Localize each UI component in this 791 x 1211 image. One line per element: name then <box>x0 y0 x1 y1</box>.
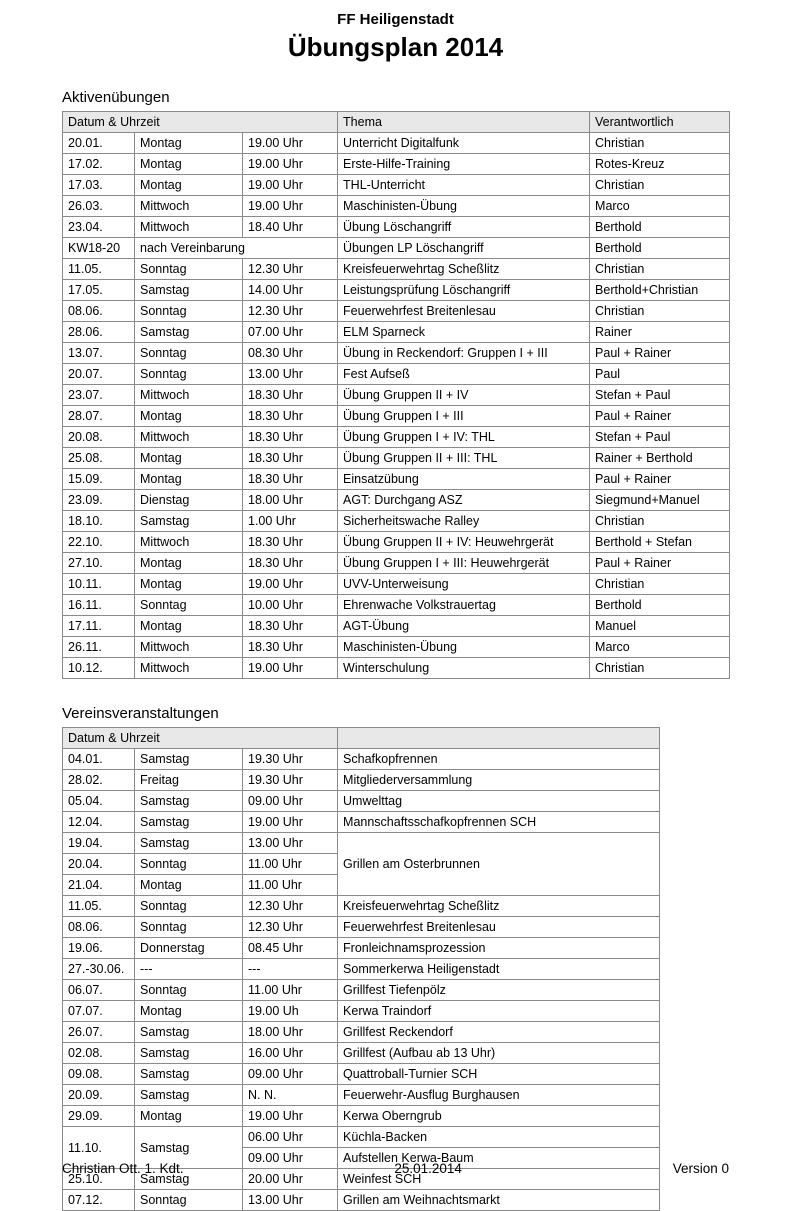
table-row <box>63 532 730 553</box>
cell-weekday: Sonntag <box>135 595 243 616</box>
cell-date: 23.07. <box>63 385 135 406</box>
column-header-datum: Datum & Uhrzeit <box>63 728 338 749</box>
column-header-verantwortlich: Verantwortlich <box>590 112 730 133</box>
cell-date: 13.07. <box>63 343 135 364</box>
cell-topic: Übung in Reckendorf: Gruppen I + III <box>338 343 590 364</box>
cell-time: 10.00 Uhr <box>243 595 338 616</box>
cell-topic: Übungen LP Löschangriff <box>338 238 590 259</box>
table-row <box>63 616 730 637</box>
cell-time: 16.00 Uhr <box>243 1043 338 1064</box>
cell-date: 19.04. <box>63 833 135 854</box>
cell-weekday: Sonntag <box>135 364 243 385</box>
cell-weekday: Mittwoch <box>135 217 243 238</box>
cell-weekday: Montag <box>135 574 243 595</box>
cell-time: 18.00 Uhr <box>243 490 338 511</box>
cell-time: 20.00 Uhr <box>243 1169 338 1190</box>
cell-weekday: Sonntag <box>135 259 243 280</box>
table-row <box>63 427 730 448</box>
cell-time: 07.00 Uhr <box>243 322 338 343</box>
cell-date: KW18-20 <box>63 238 135 259</box>
table-body-vereinsveranstaltungen <box>63 749 660 1211</box>
cell-weekday: Montag <box>135 469 243 490</box>
table-row <box>63 217 730 238</box>
cell-weekday: Dienstag <box>135 490 243 511</box>
cell-date: 25.10. <box>63 1169 135 1190</box>
table-row <box>63 406 730 427</box>
cell-weekday: Samstag <box>135 280 243 301</box>
cell-date: 11.05. <box>63 896 135 917</box>
table-row <box>63 133 730 154</box>
cell-time: 19.00 Uh <box>243 1001 338 1022</box>
cell-date: 17.02. <box>63 154 135 175</box>
section-aktivenuebungen <box>62 89 729 679</box>
cell-responsible: Christian <box>590 511 730 532</box>
cell-topic: Übung Gruppen I + IV: THL <box>338 427 590 448</box>
cell-responsible: Christian <box>590 259 730 280</box>
cell-date: 15.09. <box>63 469 135 490</box>
cell-date: 23.09. <box>63 490 135 511</box>
cell-date: 28.07. <box>63 406 135 427</box>
cell-weekday: Mittwoch <box>135 196 243 217</box>
cell-responsible: Christian <box>590 133 730 154</box>
cell-topic: THL-Unterricht <box>338 175 590 196</box>
table-row <box>63 301 730 322</box>
cell-topic: Unterricht Digitalfunk <box>338 133 590 154</box>
section-vereinsveranstaltungen <box>62 705 729 1211</box>
cell-date: 08.06. <box>63 917 135 938</box>
cell-time: 13.00 Uhr <box>243 364 338 385</box>
cell-date: 27.-30.06. <box>63 959 135 980</box>
cell-weekday: Mittwoch <box>135 532 243 553</box>
cell-time: 11.00 Uhr <box>243 980 338 1001</box>
table-row <box>63 812 660 833</box>
cell-date: 25.08. <box>63 448 135 469</box>
cell-weekday: Sonntag <box>135 896 243 917</box>
cell-date: 26.03. <box>63 196 135 217</box>
cell-time: 19.00 Uhr <box>243 133 338 154</box>
table-row <box>63 791 660 812</box>
cell-time: 19.00 Uhr <box>243 1106 338 1127</box>
cell-time: 11.00 Uhr <box>243 875 338 896</box>
cell-topic: Fest Aufseß <box>338 364 590 385</box>
cell-date: 23.04. <box>63 217 135 238</box>
cell-date: 28.02. <box>63 770 135 791</box>
cell-date: 02.08. <box>63 1043 135 1064</box>
cell-date: 22.10. <box>63 532 135 553</box>
cell-topic: Mannschaftsschafkopfrennen SCH <box>338 812 660 833</box>
cell-weekday: Samstag <box>135 1127 243 1169</box>
cell-time: 18.30 Uhr <box>243 469 338 490</box>
table-header-row <box>63 112 730 133</box>
cell-weekday: Montag <box>135 1106 243 1127</box>
cell-weekday: Mittwoch <box>135 637 243 658</box>
cell-date: 09.08. <box>63 1064 135 1085</box>
table-row <box>63 448 730 469</box>
cell-topic: Erste-Hilfe-Training <box>338 154 590 175</box>
cell-time: 18.30 Uhr <box>243 385 338 406</box>
cell-topic: Übung Löschangriff <box>338 217 590 238</box>
table-row <box>63 595 730 616</box>
cell-responsible: Berthold <box>590 217 730 238</box>
organization-name: FF Heiligenstadt <box>337 11 454 28</box>
cell-topic: Feuerwehr-Ausflug Burghausen <box>338 1085 660 1106</box>
cell-responsible: Paul <box>590 364 730 385</box>
cell-time: 18.30 Uhr <box>243 406 338 427</box>
cell-responsible: Christian <box>590 658 730 679</box>
cell-topic: Übung Gruppen II + III: THL <box>338 448 590 469</box>
table-row <box>63 1106 660 1127</box>
cell-date: 20.01. <box>63 133 135 154</box>
table-row <box>63 553 730 574</box>
section-title-aktivenuebungen: Aktivenübungen <box>62 89 170 106</box>
table-row <box>63 749 660 770</box>
cell-time: 18.40 Uhr <box>243 217 338 238</box>
cell-weekday: Samstag <box>135 791 243 812</box>
cell-topic: Sicherheitswache Ralley <box>338 511 590 532</box>
cell-responsible: Berthold+Christian <box>590 280 730 301</box>
cell-weekday: Sonntag <box>135 854 243 875</box>
cell-topic: Sommerkerwa Heiligenstadt <box>338 959 660 980</box>
cell-time: 14.00 Uhr <box>243 280 338 301</box>
cell-responsible: Berthold <box>590 595 730 616</box>
document-footer <box>62 1161 729 1176</box>
table-row <box>63 259 730 280</box>
cell-weekday: Montag <box>135 154 243 175</box>
table-row <box>63 343 730 364</box>
table-row <box>63 833 660 854</box>
table-row <box>63 175 730 196</box>
cell-date: 20.07. <box>63 364 135 385</box>
cell-time: 13.00 Uhr <box>243 1190 338 1211</box>
cell-weekday: --- <box>135 959 243 980</box>
cell-weekday: Samstag <box>135 812 243 833</box>
table-vereinsveranstaltungen <box>62 727 660 1211</box>
cell-time: 12.30 Uhr <box>243 896 338 917</box>
cell-weekday: Samstag <box>135 1169 243 1190</box>
cell-topic: Küchla-Backen <box>338 1127 660 1148</box>
table-row <box>63 1190 660 1211</box>
cell-time: 18.30 Uhr <box>243 553 338 574</box>
cell-date: 17.05. <box>63 280 135 301</box>
cell-date: 11.05. <box>63 259 135 280</box>
cell-weekday: Montag <box>135 616 243 637</box>
footer-date: 25.01.2014 <box>394 1161 462 1176</box>
cell-date: 29.09. <box>63 1106 135 1127</box>
cell-weekday: Montag <box>135 875 243 896</box>
cell-topic: Ehrenwache Volkstrauertag <box>338 595 590 616</box>
cell-time: 09.00 Uhr <box>243 1064 338 1085</box>
cell-weekday: Mittwoch <box>135 385 243 406</box>
cell-responsible: Rainer <box>590 322 730 343</box>
table-row <box>63 511 730 532</box>
table-row <box>63 574 730 595</box>
cell-date: 18.10. <box>63 511 135 532</box>
cell-topic: Kreisfeuerwehrtag Scheßlitz <box>338 896 660 917</box>
cell-weekday: Sonntag <box>135 301 243 322</box>
cell-time: 19.00 Uhr <box>243 574 338 595</box>
document-header <box>0 0 791 63</box>
table-header-row <box>63 728 660 749</box>
cell-weekday: Freitag <box>135 770 243 791</box>
cell-topic: Fronleichnamsprozession <box>338 938 660 959</box>
cell-date: 20.08. <box>63 427 135 448</box>
table-row <box>63 322 730 343</box>
cell-topic: Übung Gruppen I + III: Heuwehrgerät <box>338 553 590 574</box>
cell-weekday: Montag <box>135 133 243 154</box>
cell-topic: Feuerwehrfest Breitenlesau <box>338 917 660 938</box>
cell-topic: Einsatzübung <box>338 469 590 490</box>
cell-weekday: Sonntag <box>135 917 243 938</box>
cell-topic: AGT-Übung <box>338 616 590 637</box>
cell-topic: Kerwa Oberngrub <box>338 1106 660 1127</box>
table-row <box>63 1127 660 1148</box>
cell-date: 07.07. <box>63 1001 135 1022</box>
cell-date: 16.11. <box>63 595 135 616</box>
cell-topic: Übung Gruppen II + IV <box>338 385 590 406</box>
cell-date: 26.07. <box>63 1022 135 1043</box>
cell-responsible: Rotes-Kreuz <box>590 154 730 175</box>
cell-time: 12.30 Uhr <box>243 917 338 938</box>
cell-time: 12.30 Uhr <box>243 301 338 322</box>
column-header-thema: Thema <box>338 112 590 133</box>
cell-date: 17.03. <box>63 175 135 196</box>
cell-time: 09.00 Uhr <box>243 1148 338 1169</box>
table-row <box>63 1001 660 1022</box>
cell-responsible: Marco <box>590 196 730 217</box>
section-title-vereinsveranstaltungen: Vereinsveranstaltungen <box>62 705 219 722</box>
table-row <box>63 196 730 217</box>
column-header-thema <box>338 728 660 749</box>
table-row <box>63 938 660 959</box>
cell-responsible: Berthold <box>590 238 730 259</box>
cell-topic: Quattroball-Turnier SCH <box>338 1064 660 1085</box>
cell-time: 1.00 Uhr <box>243 511 338 532</box>
cell-weekday: Samstag <box>135 1043 243 1064</box>
cell-weekday: Samstag <box>135 511 243 532</box>
cell-date: 17.11. <box>63 616 135 637</box>
cell-weekday: Samstag <box>135 833 243 854</box>
table-row <box>63 469 730 490</box>
cell-time: 18.30 Uhr <box>243 448 338 469</box>
cell-responsible: Christian <box>590 301 730 322</box>
cell-time: 09.00 Uhr <box>243 791 338 812</box>
cell-topic: AGT: Durchgang ASZ <box>338 490 590 511</box>
footer-version: Version 0 <box>672 1161 729 1176</box>
cell-responsible: Rainer + Berthold <box>590 448 730 469</box>
table-row <box>63 959 660 980</box>
cell-responsible: Berthold + Stefan <box>590 532 730 553</box>
cell-date: 27.10. <box>63 553 135 574</box>
cell-topic: Grillen am Weihnachtsmarkt <box>338 1190 660 1211</box>
cell-topic: Leistungsprüfung Löschangriff <box>338 280 590 301</box>
cell-weekday: Donnerstag <box>135 938 243 959</box>
table-row <box>63 770 660 791</box>
cell-time: 08.45 Uhr <box>243 938 338 959</box>
cell-time: 19.00 Uhr <box>243 196 338 217</box>
footer-author: Christian Ott. 1. Kdt. <box>62 1161 184 1176</box>
cell-topic: Umwelttag <box>338 791 660 812</box>
table-row <box>63 1022 660 1043</box>
cell-responsible: Christian <box>590 574 730 595</box>
cell-time: 13.00 Uhr <box>243 833 338 854</box>
cell-weekday: Montag <box>135 448 243 469</box>
cell-date: 26.11. <box>63 637 135 658</box>
cell-time: 06.00 Uhr <box>243 1127 338 1148</box>
cell-topic: ELM Sparneck <box>338 322 590 343</box>
table-aktivenuebungen <box>62 111 730 679</box>
cell-topic: Maschinisten-Übung <box>338 196 590 217</box>
table-row <box>63 280 730 301</box>
cell-responsible: Paul + Rainer <box>590 343 730 364</box>
cell-weekday: Mittwoch <box>135 427 243 448</box>
cell-weekday: Samstag <box>135 1085 243 1106</box>
cell-date: 20.04. <box>63 854 135 875</box>
cell-weekday: Samstag <box>135 749 243 770</box>
cell-topic: Feuerwehrfest Breitenlesau <box>338 301 590 322</box>
cell-topic: Weinfest SCH <box>338 1169 660 1190</box>
table-row <box>63 238 730 259</box>
cell-time: 19.00 Uhr <box>243 812 338 833</box>
cell-topic: Mitgliederversammlung <box>338 770 660 791</box>
cell-time: 19.30 Uhr <box>243 770 338 791</box>
cell-time: 18.30 Uhr <box>243 532 338 553</box>
cell-time: N. N. <box>243 1085 338 1106</box>
cell-weekday: Sonntag <box>135 343 243 364</box>
cell-topic: Schafkopfrennen <box>338 749 660 770</box>
cell-weekday: Samstag <box>135 322 243 343</box>
table-row <box>63 490 730 511</box>
cell-topic: Kerwa Traindorf <box>338 1001 660 1022</box>
table-row <box>63 364 730 385</box>
table-row <box>63 917 660 938</box>
cell-date: 21.04. <box>63 875 135 896</box>
cell-time: 11.00 Uhr <box>243 854 338 875</box>
cell-time: --- <box>243 959 338 980</box>
cell-date: 10.11. <box>63 574 135 595</box>
cell-weekday: Sonntag <box>135 980 243 1001</box>
cell-time: 19.30 Uhr <box>243 749 338 770</box>
cell-responsible: Paul + Rainer <box>590 406 730 427</box>
cell-date: 04.01. <box>63 749 135 770</box>
cell-responsible: Stefan + Paul <box>590 427 730 448</box>
cell-topic: Winterschulung <box>338 658 590 679</box>
cell-weekday: Samstag <box>135 1064 243 1085</box>
cell-responsible: Manuel <box>590 616 730 637</box>
cell-time: 18.00 Uhr <box>243 1022 338 1043</box>
cell-weekday: Sonntag <box>135 1190 243 1211</box>
cell-topic: Aufstellen Kerwa-Baum <box>338 1148 660 1169</box>
cell-weekday: Mittwoch <box>135 658 243 679</box>
cell-topic: Grillfest Reckendorf <box>338 1022 660 1043</box>
table-row <box>63 154 730 175</box>
cell-time: 08.30 Uhr <box>243 343 338 364</box>
page-title: Übungsplan 2014 <box>287 32 504 62</box>
cell-date: 08.06. <box>63 301 135 322</box>
cell-responsible: Marco <box>590 637 730 658</box>
cell-topic: UVV-Unterweisung <box>338 574 590 595</box>
cell-topic: Übung Gruppen I + III <box>338 406 590 427</box>
cell-weekday: nach Vereinbarung <box>135 238 338 259</box>
cell-time: 19.00 Uhr <box>243 154 338 175</box>
cell-topic: Grillen am Osterbrunnen <box>338 833 660 896</box>
cell-responsible: Paul + Rainer <box>590 553 730 574</box>
cell-responsible: Christian <box>590 175 730 196</box>
cell-date: 10.12. <box>63 658 135 679</box>
cell-time: 12.30 Uhr <box>243 259 338 280</box>
cell-topic: Kreisfeuerwehrtag Scheßlitz <box>338 259 590 280</box>
cell-time: 19.00 Uhr <box>243 175 338 196</box>
cell-topic: Grillfest Tiefenpölz <box>338 980 660 1001</box>
table-row <box>63 385 730 406</box>
table-row <box>63 980 660 1001</box>
cell-time: 19.00 Uhr <box>243 658 338 679</box>
table-row <box>63 1085 660 1106</box>
cell-date: 05.04. <box>63 791 135 812</box>
cell-time: 18.30 Uhr <box>243 637 338 658</box>
cell-weekday: Samstag <box>135 1022 243 1043</box>
table-row <box>63 1064 660 1085</box>
cell-date: 12.04. <box>63 812 135 833</box>
cell-date: 11.10. <box>63 1127 135 1169</box>
cell-responsible: Paul + Rainer <box>590 469 730 490</box>
table-row <box>63 1043 660 1064</box>
cell-date: 06.07. <box>63 980 135 1001</box>
table-row <box>63 896 660 917</box>
cell-responsible: Siegmund+Manuel <box>590 490 730 511</box>
cell-weekday: Montag <box>135 1001 243 1022</box>
cell-weekday: Montag <box>135 406 243 427</box>
cell-topic: Maschinisten-Übung <box>338 637 590 658</box>
cell-topic: Übung Gruppen II + IV: Heuwehrgerät <box>338 532 590 553</box>
cell-topic: Grillfest (Aufbau ab 13 Uhr) <box>338 1043 660 1064</box>
cell-responsible: Stefan + Paul <box>590 385 730 406</box>
cell-date: 19.06. <box>63 938 135 959</box>
cell-time: 18.30 Uhr <box>243 616 338 637</box>
cell-date: 28.06. <box>63 322 135 343</box>
cell-weekday: Montag <box>135 175 243 196</box>
column-header-datum: Datum & Uhrzeit <box>63 112 338 133</box>
table-row <box>63 658 730 679</box>
cell-date: 20.09. <box>63 1085 135 1106</box>
cell-time: 18.30 Uhr <box>243 427 338 448</box>
table-body-aktivenuebungen <box>63 133 730 679</box>
cell-date: 07.12. <box>63 1190 135 1211</box>
table-row <box>63 637 730 658</box>
cell-weekday: Montag <box>135 553 243 574</box>
